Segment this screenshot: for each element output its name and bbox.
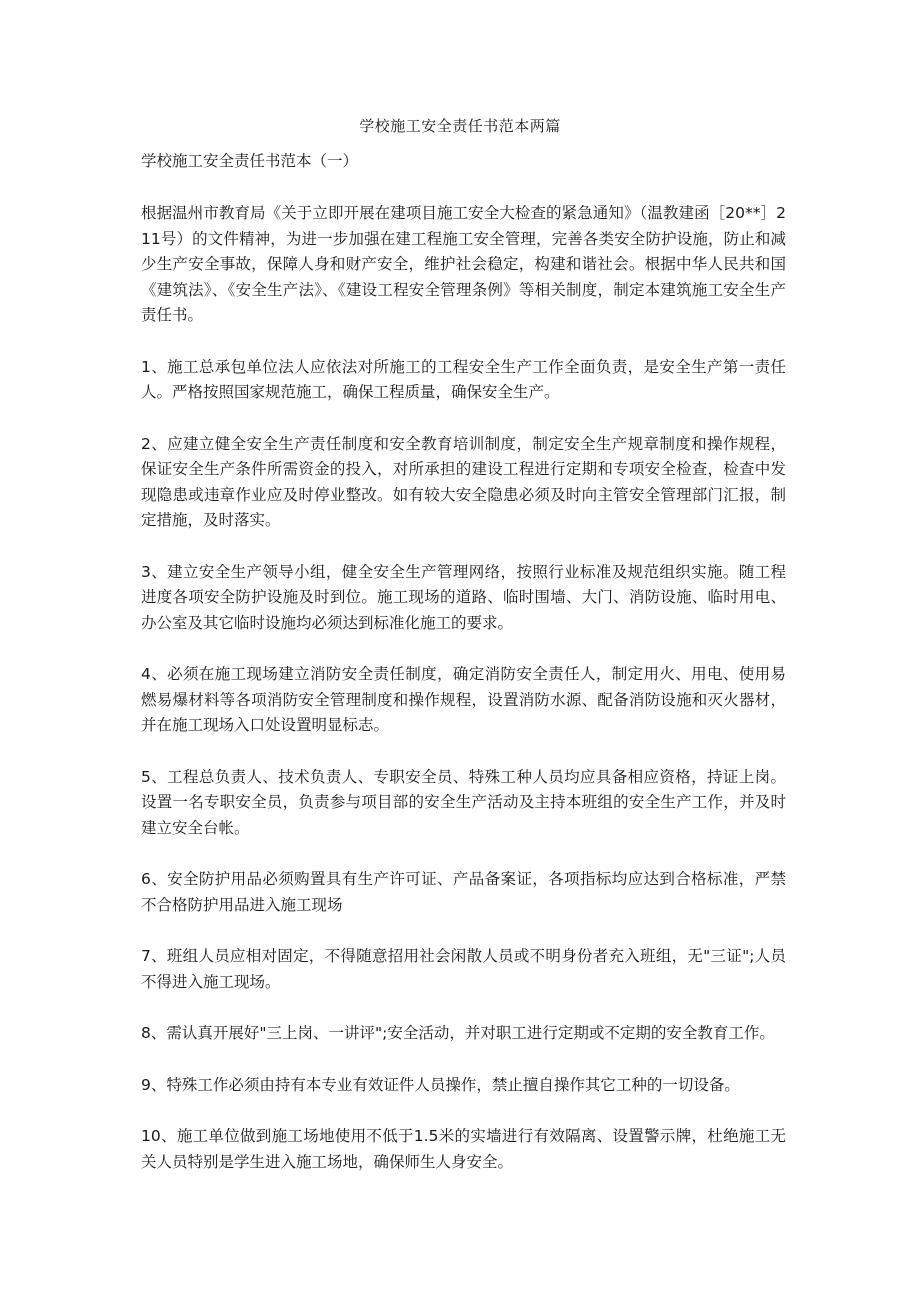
paragraph-item-6: 6、安全防护用品必须购置具有生产许可证、产品备案证，各项指标均应达到合格标准，严禁不合格防护用品进入施工现场 [141,870,786,914]
paragraph-item-10: 10、施工单位做到施工场地使用不低于1.5米的实墙进行有效隔离、设置警示牌，杜绝施工无关人员特别是学生进入施工场地，确保师生人身安全。 [141,1127,786,1171]
paragraph-item-7: 7、班组人员应相对固定，不得随意招用社会闲散人员或不明身份者充入班组，无"三证";人员不得进入施工现场。 [141,947,786,991]
document-title: 学校施工安全责任书范本两篇 [359,117,561,135]
paragraph-item-4: 4、必须在施工现场建立消防安全责任制度，确定消防安全责任人，制定用火、用电、使用易燃易爆材料等各项消防安全管理制度和操作规程，设置消防水源、配备消防设施和灭火器材，并在施工现场入口处设置明显标志。 [141,665,786,734]
paragraph-item-8: 8、需认真开展好"三上岗、一讲评";安全活动，并对职工进行定期或不定期的安全教育工作。 [141,1024,775,1042]
paragraph-intro: 根据温州市教育局《关于立即开展在建项目施工安全大检查的紧急通知》（温教建函［20**］211号）的文件精神，为进一步加强在建工程施工安全管理，完善各类安全防护设施，防止和减少生产安全事故，保障人身和财产安全，维护社会稳定，构建和谐社会。根据中华人民共和国《建筑法》、《安全生产法》、《建设工程安全管理条例》等相关制度，制定本建筑施工安全生产责任书。 [141,204,786,324]
document-body [141,201,786,1201]
paragraph-item-1: 1、施工总承包单位法人应依法对所施工的工程安全生产工作全面负责，是安全生产第一责任人。严格按照国家规范施工，确保工程质量，确保安全生产。 [141,357,786,401]
paragraph-item-5: 5、工程总负责人、技术负责人、专职安全员、特殊工种人员均应具备相应资格，持证上岗。设置一名专职安全员，负责参与项目部的安全生产活动及主持本班组的安全生产工作，并及时建立安全台帐。 [141,767,786,837]
paragraph-item-2: 2、应建立健全安全生产责任制度和安全教育培训制度，制定安全生产规章制度和操作规程，保证安全生产条件所需资金的投入，对所承担的建设工程进行定期和专项安全检查，检查中发现隐患或违章作业应及时停业整改。如有较大安全隐患必须及时向主管安全管理部门汇报，制定措施，及时落实。 [141,434,786,529]
section-heading: 学校施工安全责任书范本（一） [141,152,359,170]
paragraph-item-9: 9、特殊工作必须由持有本专业有效证件人员操作，禁止擅自操作其它工种的一切设备。 [141,1075,740,1094]
paragraph-item-3: 3、建立安全生产领导小组，健全安全生产管理网络，按照行业标准及规范组织实施。随工程进度各项安全防护设施及时到位。施工现场的道路、临时围墙、大门、消防设施、临时用电、办公室及其它临时设施均必须达到标准化施工的要求。 [141,562,786,632]
